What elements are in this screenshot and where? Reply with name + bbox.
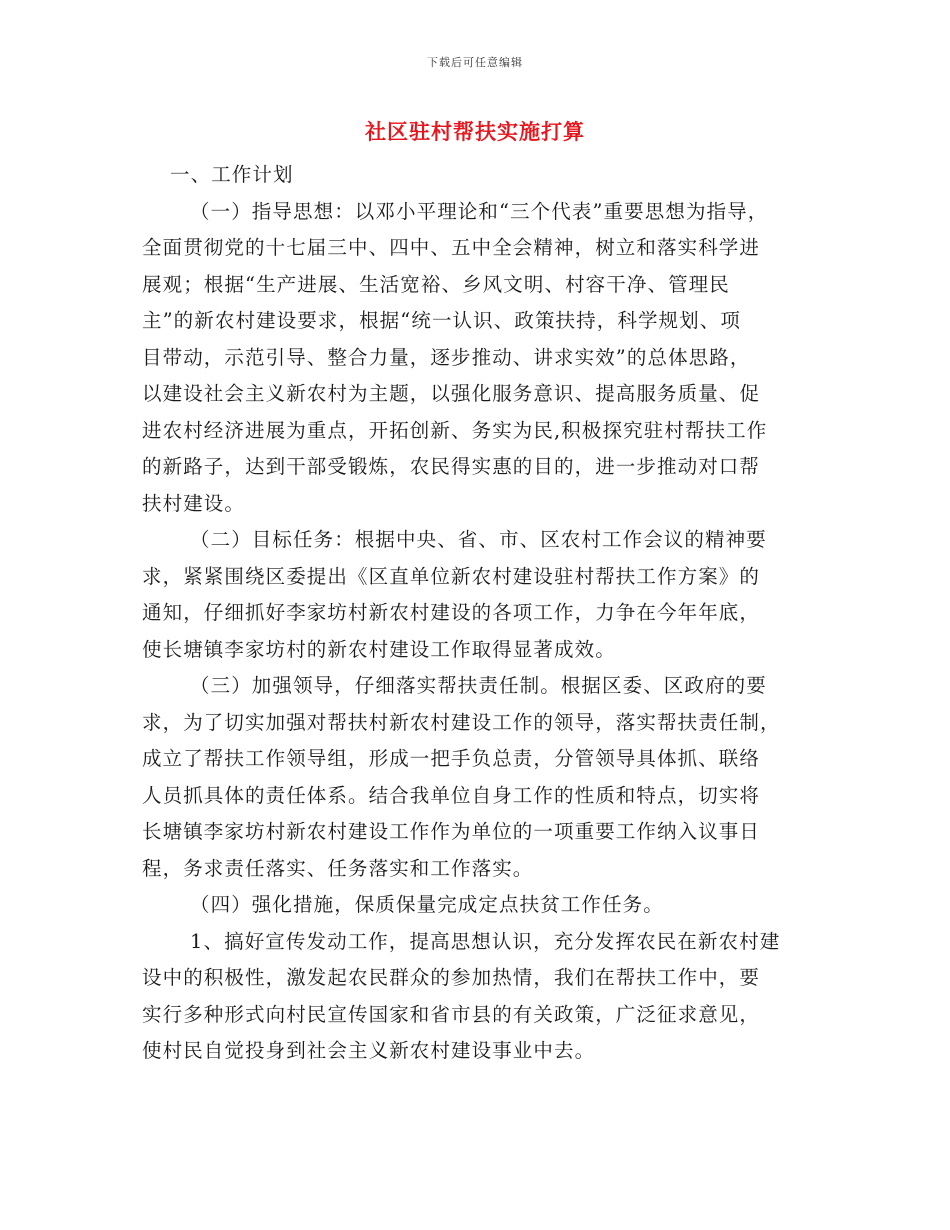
text-line: 主”的新农村建设要求，根据“统一认识、政策扶持，科学规划、项 <box>142 309 741 332</box>
text-line: 使长塘镇李家坊村的新农村建设工作取得显著成效。 <box>142 637 616 661</box>
text-line: 展观；根据“生产进展、生活宽裕、乡风文明、村容干净、管理民 <box>142 272 730 296</box>
text-line: 进农村经济进展为重点，开拓创新、务实为民,积极探究驻村帮扶工作 <box>142 418 768 442</box>
text-line: 求，为了切实加强对帮扶村新农村建设工作的领导，落实帮扶责任制， <box>142 710 781 734</box>
document-title: 社区驻村帮扶实施打算 <box>365 119 585 144</box>
text-line: 设中的积极性，激发起农民群众的参加热情，我们在帮扶工作中，要 <box>142 966 761 989</box>
document-body <box>142 157 810 1070</box>
text-line: （一）指导思想：以邓小平理论和“三个代表”重要思想为指导， <box>190 199 769 223</box>
header-note: 下载后可任意编辑 <box>427 56 523 69</box>
text-line: （四）强化措施，保质保量完成定点扶贫工作任务。 <box>190 893 664 916</box>
text-line: 目带动，示范引导、整合力量，逐步推动、讲求实效”的总体思路， <box>142 345 751 369</box>
text-line: 通知，仔细抓好李家坊村新农村建设的各项工作，力争在今年年底， <box>142 601 761 624</box>
text-line: 一、工作计划 <box>170 163 294 186</box>
text-line: 1、搞好宣传发动工作，提高思想认识，充分发挥农民在新农村建 <box>190 929 781 953</box>
text-line: 长塘镇李家坊村新农村建设工作作为单位的一项重要工作纳入议事日 <box>142 820 761 843</box>
text-line: 以建设社会主义新农村为主题，以强化服务意识、提高服务质量、促 <box>142 382 761 405</box>
text-line: 的新路子，达到干部受锻炼，农民得实惠的目的，进一步推动对口帮 <box>142 455 761 478</box>
text-line: 实行多种形式向村民宣传国家和省市县的有关政策，广泛征求意见， <box>142 1002 761 1026</box>
text-line: 全面贯彻党的十七届三中、四中、五中全会精神，树立和落实科学进 <box>142 236 761 259</box>
text-line: 程，务求责任落实、任务落实和工作落实。 <box>142 856 534 880</box>
text-line: （三）加强领导，仔细落实帮扶责任制。根据区委、区政府的要 <box>190 674 767 697</box>
text-line: 成立了帮扶工作领导组，形成一把手负总责，分管领导具体抓、联络 <box>142 747 761 770</box>
text-line: （二）目标任务：根据中央、省、市、区农村工作会议的精神要 <box>190 528 767 551</box>
text-line: 扶村建设。 <box>142 491 246 515</box>
text-line: 使村民自觉投身到社会主义新农村建设事业中去。 <box>142 1039 596 1062</box>
text-line: 求，紧紧围绕区委提出《区直单位新农村建设驻村帮扶工作方案》的 <box>142 564 761 588</box>
text-line: 人员抓具体的责任体系。结合我单位自身工作的性质和特点，切实将 <box>142 783 761 807</box>
